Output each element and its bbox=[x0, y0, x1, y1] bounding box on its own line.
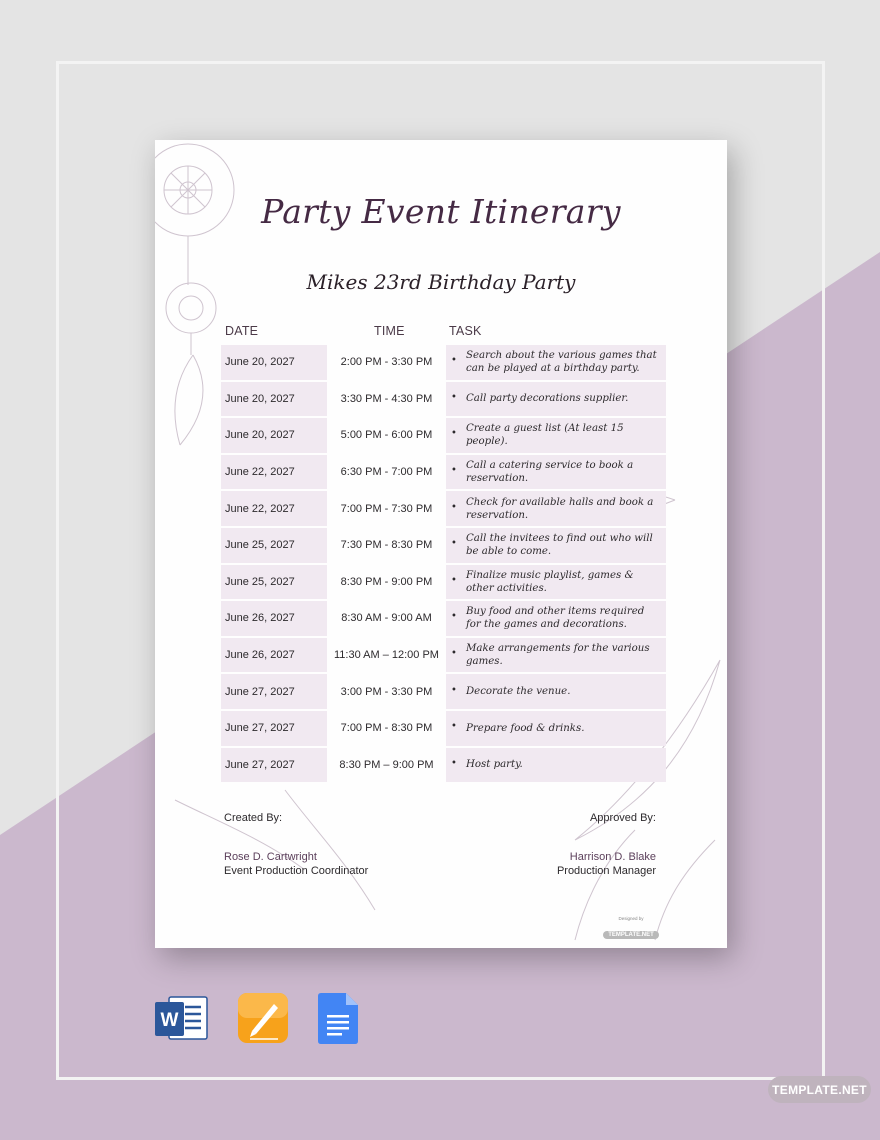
bullet-icon: • bbox=[451, 465, 457, 477]
table-row bbox=[221, 491, 666, 528]
row-task-text: Prepare food & drinks. bbox=[466, 722, 585, 734]
row-date: June 22, 2027 bbox=[221, 491, 327, 526]
table-row bbox=[221, 345, 666, 382]
word-icon[interactable] bbox=[155, 993, 209, 1045]
bullet-icon: • bbox=[451, 355, 457, 367]
row-task-text: Host party. bbox=[466, 759, 523, 771]
row-date: June 27, 2027 bbox=[221, 748, 327, 783]
column-header-task: TASK bbox=[449, 324, 482, 338]
row-date: June 27, 2027 bbox=[221, 711, 327, 746]
row-task-text: Decorate the venue. bbox=[466, 686, 571, 698]
row-task-text: Call a catering service to book a reservation. bbox=[466, 460, 634, 485]
document-title: Party Event Itinerary bbox=[261, 192, 621, 231]
row-task-text: Buy food and other items required for the games and decorations. bbox=[466, 606, 645, 631]
row-time: 11:30 AM – 12:00 PM bbox=[334, 649, 439, 662]
row-time: 8:30 PM – 9:00 PM bbox=[339, 758, 434, 771]
table-row bbox=[221, 748, 666, 785]
row-task bbox=[446, 565, 666, 600]
created-by-role: Event Production Coordinator bbox=[224, 865, 369, 877]
bullet-icon: • bbox=[451, 391, 457, 403]
row-task bbox=[446, 491, 666, 526]
bullet-icon: • bbox=[451, 684, 457, 696]
bullet-icon: • bbox=[451, 428, 457, 440]
row-task bbox=[446, 382, 666, 417]
approved-by-name: Harrison D. Blake bbox=[569, 851, 656, 863]
row-time: 8:30 AM - 9:00 AM bbox=[341, 612, 432, 625]
row-task bbox=[446, 711, 666, 746]
created-by-label: Created By: bbox=[224, 812, 283, 824]
row-task bbox=[446, 748, 666, 783]
row-date: June 25, 2027 bbox=[221, 565, 327, 600]
designed-by-label: Designed by bbox=[618, 916, 644, 921]
row-task-text: Finalize music playlist, games & other activities. bbox=[466, 569, 634, 594]
table-row bbox=[221, 382, 666, 419]
bullet-icon: • bbox=[451, 757, 457, 769]
document-page bbox=[155, 140, 727, 948]
svg-text:W: W bbox=[160, 1010, 179, 1031]
row-date: June 26, 2027 bbox=[221, 601, 327, 636]
table-row bbox=[221, 711, 666, 748]
row-time: 8:30 PM - 9:00 PM bbox=[340, 575, 433, 588]
bullet-icon: • bbox=[451, 721, 457, 733]
row-task bbox=[446, 638, 666, 673]
template-watermark[interactable]: TEMPLATE.NET bbox=[768, 1076, 871, 1103]
approved-by-role: Production Manager bbox=[556, 865, 656, 877]
document-subtitle: Mikes 23rd Birthday Party bbox=[306, 270, 576, 294]
row-date: June 26, 2027 bbox=[221, 638, 327, 673]
row-time: 7:30 PM - 8:30 PM bbox=[340, 539, 433, 552]
row-task bbox=[446, 418, 666, 453]
table-row bbox=[221, 455, 666, 492]
row-task-text: Call the invitees to find out who will be able to come. bbox=[466, 533, 653, 558]
row-date: June 22, 2027 bbox=[221, 455, 327, 490]
row-task bbox=[446, 601, 666, 636]
itinerary-table bbox=[221, 345, 666, 784]
table-row bbox=[221, 638, 666, 675]
row-date: June 20, 2027 bbox=[221, 418, 327, 453]
row-date: June 27, 2027 bbox=[221, 674, 327, 709]
row-time: 5:00 PM - 6:00 PM bbox=[340, 429, 433, 442]
column-header-time: TIME bbox=[374, 324, 405, 338]
row-time: 7:00 PM - 8:30 PM bbox=[340, 722, 433, 735]
designed-by-brand: TEMPLATE.NET bbox=[603, 931, 659, 939]
column-header-date: DATE bbox=[225, 324, 259, 338]
row-time: 3:30 PM - 4:30 PM bbox=[340, 392, 433, 405]
row-date: June 20, 2027 bbox=[221, 345, 327, 380]
table-row bbox=[221, 601, 666, 638]
pages-icon[interactable] bbox=[238, 993, 288, 1045]
row-date: June 25, 2027 bbox=[221, 528, 327, 563]
row-time: 2:00 PM - 3:30 PM bbox=[340, 356, 433, 369]
row-task bbox=[446, 528, 666, 563]
table-row bbox=[221, 528, 666, 565]
row-task-text: Create a guest list (At least 15 people). bbox=[466, 423, 624, 448]
row-task-text: Call party decorations supplier. bbox=[466, 393, 629, 405]
row-task bbox=[446, 345, 666, 380]
row-task bbox=[446, 455, 666, 490]
approved-by-label: Approved By: bbox=[589, 812, 656, 824]
bullet-icon: • bbox=[451, 611, 457, 623]
table-row bbox=[221, 565, 666, 602]
bullet-icon: • bbox=[451, 501, 457, 513]
row-time: 7:00 PM - 7:30 PM bbox=[340, 502, 433, 515]
row-task-text: Search about the various games that can be played at a birthday party. bbox=[466, 350, 657, 375]
row-time: 6:30 PM - 7:00 PM bbox=[340, 466, 433, 479]
table-row bbox=[221, 674, 666, 711]
bullet-icon: • bbox=[451, 574, 457, 586]
row-task-text: Make arrangements for the various games. bbox=[466, 643, 650, 668]
row-task-text: Check for available halls and book a reservation. bbox=[466, 496, 654, 521]
bullet-icon: • bbox=[451, 648, 457, 660]
google-docs-icon[interactable] bbox=[318, 993, 360, 1045]
row-date: June 20, 2027 bbox=[221, 382, 327, 417]
created-by-name: Rose D. Cartwright bbox=[224, 851, 317, 863]
bullet-icon: • bbox=[451, 538, 457, 550]
row-time: 3:00 PM - 3:30 PM bbox=[340, 685, 433, 698]
row-task bbox=[446, 674, 666, 709]
designed-by-badge bbox=[601, 916, 661, 938]
table-row bbox=[221, 418, 666, 455]
